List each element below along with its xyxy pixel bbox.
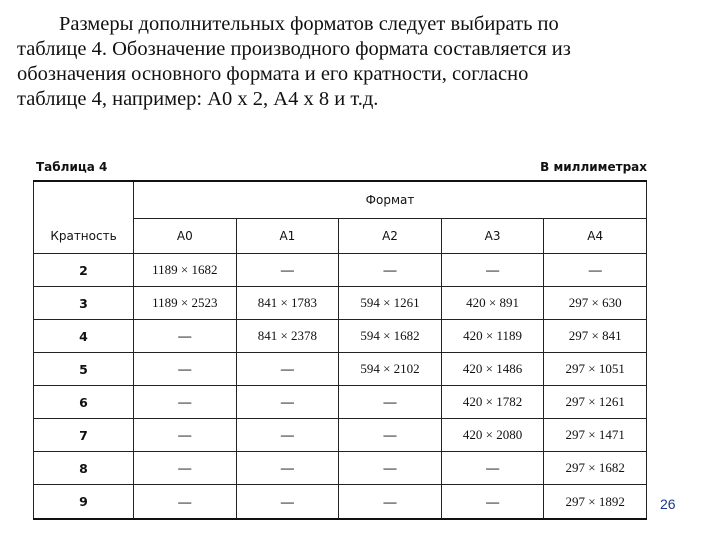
multiplicity-cell: 3	[34, 287, 134, 320]
size-cell: —	[134, 320, 237, 353]
size-cell: 1189 × 2523	[134, 287, 237, 320]
size-cell: 297 × 1051	[544, 353, 647, 386]
format-group-header: Формат	[134, 181, 647, 219]
size-cell: —	[236, 485, 339, 519]
size-cell: 297 × 630	[544, 287, 647, 320]
size-cell: —	[339, 419, 442, 452]
format-header: А2	[339, 219, 442, 254]
format-header: А3	[441, 219, 544, 254]
size-cell: —	[236, 452, 339, 485]
format-header: А1	[236, 219, 339, 254]
size-cell: —	[339, 485, 442, 519]
size-cell: 297 × 1892	[544, 485, 647, 519]
size-cell: —	[339, 254, 442, 287]
empty-header-cell	[34, 181, 134, 219]
size-cell: 420 × 1782	[441, 386, 544, 419]
table-row	[34, 386, 647, 419]
table-row	[34, 452, 647, 485]
table-group-header-row	[34, 181, 647, 219]
size-cell: 1189 × 1682	[134, 254, 237, 287]
multiplicity-cell: 6	[34, 386, 134, 419]
table-row	[34, 419, 647, 452]
size-cell: —	[134, 452, 237, 485]
size-cell: 297 × 841	[544, 320, 647, 353]
size-cell: 420 × 1189	[441, 320, 544, 353]
size-cell: —	[134, 353, 237, 386]
size-cell: 297 × 1682	[544, 452, 647, 485]
formats-table	[33, 180, 647, 520]
size-cell: —	[441, 485, 544, 519]
size-cell: 420 × 1486	[441, 353, 544, 386]
size-cell: 841 × 1783	[236, 287, 339, 320]
intro-paragraph	[17, 12, 693, 112]
size-cell: —	[441, 254, 544, 287]
size-cell: —	[236, 254, 339, 287]
intro-line: таблице 4, например: А0 х 2, А4 х 8 и т.д.	[17, 88, 379, 110]
intro-line: обозначения основного формата и его кратности, согласно	[17, 63, 529, 85]
table-title: Таблица 4	[36, 160, 108, 174]
table-header-row	[34, 219, 647, 254]
size-cell: 297 × 1471	[544, 419, 647, 452]
intro-line: Размеры дополнительных форматов следует выбирать по	[59, 13, 559, 35]
format-header: А4	[544, 219, 647, 254]
multiplicity-cell: 4	[34, 320, 134, 353]
size-cell: —	[134, 485, 237, 519]
multiplicity-cell: 9	[34, 485, 134, 519]
size-cell: —	[441, 452, 544, 485]
size-cell: 841 × 2378	[236, 320, 339, 353]
page-number: 26	[660, 496, 676, 512]
format-header: А0	[134, 219, 237, 254]
size-cell: 420 × 2080	[441, 419, 544, 452]
table-row	[34, 254, 647, 287]
size-cell: —	[134, 419, 237, 452]
intro-line: таблице 4. Обозначение производного формата составляется из	[17, 38, 571, 60]
table-row	[34, 485, 647, 519]
multiplicity-cell: 7	[34, 419, 134, 452]
table-row	[34, 287, 647, 320]
table-row	[34, 320, 647, 353]
size-cell: 297 × 1261	[544, 386, 647, 419]
multiplicity-cell: 8	[34, 452, 134, 485]
size-cell: —	[544, 254, 647, 287]
size-cell: —	[134, 386, 237, 419]
size-cell: —	[339, 452, 442, 485]
size-cell: 594 × 1682	[339, 320, 442, 353]
size-cell: —	[236, 386, 339, 419]
multiplicity-cell: 5	[34, 353, 134, 386]
table-unit-label: В миллиметрах	[540, 160, 647, 174]
size-cell: —	[236, 419, 339, 452]
multiplicity-cell: 2	[34, 254, 134, 287]
size-cell: —	[236, 353, 339, 386]
size-cell: —	[339, 386, 442, 419]
size-cell: 594 × 2102	[339, 353, 442, 386]
size-cell: 420 × 891	[441, 287, 544, 320]
table-row	[34, 353, 647, 386]
size-cell: 594 × 1261	[339, 287, 442, 320]
multiplicity-header: Кратность	[34, 219, 134, 254]
